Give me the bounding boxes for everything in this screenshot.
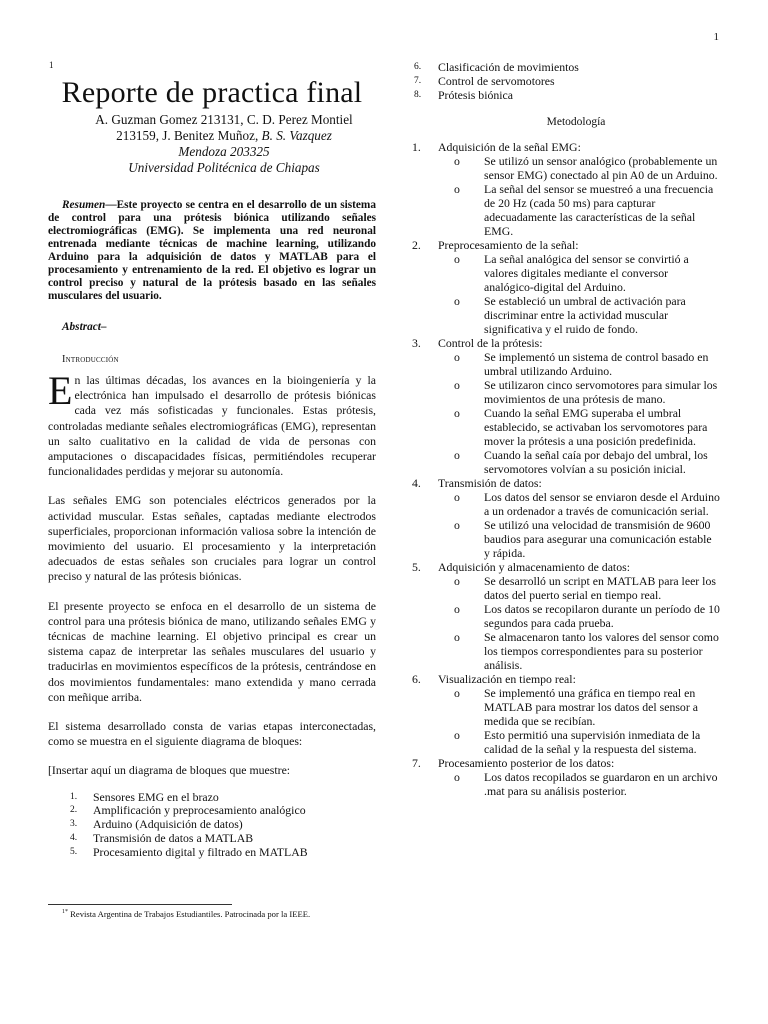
list-text: Prótesis biónica xyxy=(438,88,514,102)
step-bullet xyxy=(412,630,720,672)
bullet-text: Cuando la señal EMG superaba el umbral establecido, se activaban los servomotores para mover la prótesis a una posición predefinida. xyxy=(484,406,708,448)
bullet-text: Los datos se recopilaron durante un período de 10 segundos para cada prueba. xyxy=(484,602,720,630)
abstract-spanish xyxy=(48,199,376,303)
section-heading-methodology: Metodología xyxy=(546,116,606,128)
bullet-text: Se almacenaron tanto los valores del sensor como los tiempos correspondientes para su posterior análisis. xyxy=(484,630,719,672)
bullet-icon: o xyxy=(454,154,460,168)
step-number: 7. xyxy=(412,756,421,770)
bullet-text: Se utilizó un sensor analógico (probablemente un sensor EMG) conectado al pin A0 de un Arduino. xyxy=(484,154,718,182)
step-bullet xyxy=(412,154,720,182)
step-bullet xyxy=(412,182,720,238)
list-number: 3. xyxy=(70,819,78,830)
step-number: 6. xyxy=(412,672,421,686)
bullet-icon: o xyxy=(454,630,460,644)
abstract-text: —Este proyecto se centra en el desarrollo de un sistema de control para una prótesis biónica utilizando señales electromiográficas (EMG). Se implementa una red neuronal entrenada mediante técnicas de machine learning, utilizando Arduino para la adquisición de datos y MATLAB para el procesamiento y entrenamiento de la red. El objetivo es lograr un control preciso y natural de la prótesis basado en las señales musculares del usuario. xyxy=(48,199,376,302)
bullet-text: Esto permitió una supervisión inmediata de la calidad de la señal y la respuesta del sistema. xyxy=(484,728,701,756)
step-bullet xyxy=(412,378,720,406)
method-step xyxy=(412,140,720,154)
author-line-2 xyxy=(78,128,370,144)
step-number: 3. xyxy=(412,336,421,350)
list-item xyxy=(412,74,720,88)
bullet-icon: o xyxy=(454,294,460,308)
step-title: Adquisición de la señal EMG: xyxy=(438,140,581,154)
list-item xyxy=(412,88,720,102)
footnote-marker: 1 xyxy=(49,60,54,70)
list-number: 7. xyxy=(414,76,422,86)
list-text: Clasificación de movimientos xyxy=(438,60,579,74)
author-line-2-plain: 213159, J. Benitez Muñoz, xyxy=(116,128,262,143)
intro-paragraph-2: Las señales EMG son potenciales eléctricos generados por la actividad muscular. Estas señales, captadas mediante electrodos superficiales, proporcionan información valiosa sobre la intención de movimiento del usuario. El procesamiento y la interpretación adecuados de estas señales son cruciales para lograr un control preciso y natural de las prótesis biónicas. xyxy=(48,493,376,584)
footnote xyxy=(62,909,310,919)
bullet-text: Los datos recopilados se guardaron en un archivo .mat para su análisis posterior. xyxy=(484,770,718,798)
affiliation: Universidad Politécnica de Chiapas xyxy=(128,160,320,175)
left-column xyxy=(48,60,376,860)
list-text: Procesamiento digital y filtrado en MATLAB xyxy=(93,844,308,859)
list-item xyxy=(48,832,376,846)
abstract-english: Abstract– xyxy=(62,321,107,333)
method-step xyxy=(412,756,720,770)
bullet-icon: o xyxy=(454,728,460,742)
method-step xyxy=(412,672,720,686)
bullet-icon: o xyxy=(454,448,460,462)
bullet-text: La señal del sensor se muestreó a una frecuencia de 20 Hz (cada 50 ms) para capturar adecuadamente las características de la señal EMG. xyxy=(484,182,714,238)
list-number: 8. xyxy=(414,90,422,100)
bullet-icon: o xyxy=(454,182,460,196)
intro-paragraph-1 xyxy=(48,368,376,479)
bullet-text: Cuando la señal caía por debajo del umbral, los servomotores volvían a su posición inicial. xyxy=(484,448,708,476)
step-bullet xyxy=(412,294,720,336)
bullet-text: Se implementó una gráfica en tiempo real en MATLAB para mostrar los datos del sensor a medida que se recibían. xyxy=(484,686,698,728)
bullet-icon: o xyxy=(454,490,460,504)
author-line-2-italic: B. S. Vazquez xyxy=(261,128,332,143)
step-bullet xyxy=(412,518,720,560)
bullet-icon: o xyxy=(454,686,460,700)
step-number: 4. xyxy=(412,476,421,490)
author-block xyxy=(48,112,376,176)
method-step xyxy=(412,336,720,350)
list-item xyxy=(48,846,376,860)
footnote-text: Revista Argentina de Trabajos Estudiantiles. Patrocinada por la IEEE. xyxy=(70,909,311,919)
list-text: Sensores EMG en el brazo xyxy=(93,789,219,804)
list-text: Arduino (Adquisición de datos) xyxy=(93,817,243,832)
author-line-3: Mendoza 203325 xyxy=(178,144,270,159)
step-number: 2. xyxy=(412,238,421,252)
list-number: 2. xyxy=(70,805,78,816)
bullet-text: Se utilizaron cinco servomotores para simular los movimientos de una prótesis de mano. xyxy=(484,378,718,406)
footnote-divider xyxy=(48,904,232,905)
intro-paragraph-3: El presente proyecto se enfoca en el desarrollo de un sistema de control para una prótesis biónica de mano, utilizando señales EMG y técnicas de machine learning. El objetivo principal es crear un sistema capaz de interpretar las señales musculares del usuario y traducirlas en movimientos específicos de la prótesis, centrándose en dos movimientos fundamentales: mano extendida y mano cerrada con meñique arriba. xyxy=(48,598,376,704)
paper-title: Reporte de practica final xyxy=(61,76,363,109)
right-column xyxy=(412,60,720,798)
bullet-icon: o xyxy=(454,252,460,266)
bullet-icon: o xyxy=(454,518,460,532)
bullet-text: Los datos del sensor se enviaron desde el Arduino a un ordenador a través de comunicación serial. xyxy=(484,490,720,518)
bullet-text: Se implementó un sistema de control basado en umbral utilizando Arduino. xyxy=(484,350,709,378)
list-number: 6. xyxy=(414,62,422,72)
list-text: Control de servomotores xyxy=(438,74,555,88)
step-bullet xyxy=(412,686,720,728)
bullet-icon: o xyxy=(454,350,460,364)
method-step xyxy=(412,238,720,252)
bullet-icon: o xyxy=(454,602,460,616)
block-diagram-list xyxy=(48,791,376,860)
bullet-icon: o xyxy=(454,378,460,392)
step-number: 5. xyxy=(412,560,421,574)
list-item xyxy=(48,818,376,832)
bullet-icon: o xyxy=(454,770,460,784)
list-item xyxy=(48,804,376,818)
step-title: Preprocesamiento de la señal: xyxy=(438,238,579,252)
page-number: 1 xyxy=(713,31,719,43)
list-item xyxy=(48,791,376,805)
intro-paragraph-4: El sistema desarrollado consta de varias etapas interconectadas, como se muestra en el siguiente diagrama de bloques: xyxy=(48,719,376,749)
step-number: 1. xyxy=(412,140,421,154)
drop-cap: E xyxy=(48,368,73,413)
intro-paragraph-5: [Insertar aquí un diagrama de bloques que muestre: xyxy=(48,763,291,778)
step-title: Control de la prótesis: xyxy=(438,336,543,350)
bullet-icon: o xyxy=(454,574,460,588)
bullet-text: Se estableció un umbral de activación para discriminar entre la actividad muscular significativa y el ruido de fondo. xyxy=(484,294,686,336)
step-bullet xyxy=(412,252,720,294)
bullet-text: Se desarrolló un script en MATLAB para leer los datos del puerto serial en tiempo real. xyxy=(484,574,716,602)
footnote-mark: 1* xyxy=(62,909,68,916)
author-line-1: A. Guzman Gomez 213131, C. D. Perez Montiel xyxy=(95,112,353,127)
step-title: Visualización en tiempo real: xyxy=(438,672,576,686)
list-number: 1. xyxy=(70,791,78,802)
method-step xyxy=(412,560,720,574)
intro-paragraph-1-text: n las últimas décadas, los avances en la bioingeniería y la electrónica han impulsado el desarrollo de prótesis biónicas cada vez más sofisticadas y funcionales. Estas prótesis, controladas mediante señales electromiográficas (EMG), representan un salto cualitativo en la calidad de vida de personas con amputaciones o discapacidades físicas, permitiéndoles recuperar funcionalidades perdidas y mejorar su autonomía. xyxy=(48,373,376,479)
step-bullet xyxy=(412,770,720,798)
bullet-text: La señal analógica del sensor se convirtió a valores digitales mediante el conversor analógico-digital del Arduino. xyxy=(484,252,689,294)
section-heading-introduction: Introducción xyxy=(62,354,119,365)
step-bullet xyxy=(412,574,720,602)
methodology-steps xyxy=(412,140,720,798)
step-bullet xyxy=(412,350,720,378)
list-text: Amplificación y preprocesamiento analógico xyxy=(93,803,306,818)
step-bullet xyxy=(412,602,720,630)
list-number: 4. xyxy=(70,833,78,844)
step-title: Transmisión de datos: xyxy=(438,476,542,490)
bullet-text: Se utilizó una velocidad de transmisión de 9600 baudios para asegurar una comunicación estable y rápida. xyxy=(484,518,712,560)
step-bullet xyxy=(412,728,720,756)
step-bullet xyxy=(412,448,720,476)
step-bullet xyxy=(412,406,720,448)
block-diagram-list-continued xyxy=(412,60,720,102)
list-item xyxy=(412,60,720,74)
list-number: 5. xyxy=(70,846,78,857)
step-title: Procesamiento posterior de los datos: xyxy=(438,756,615,770)
bullet-icon: o xyxy=(454,406,460,420)
method-step xyxy=(412,476,720,490)
abstract-label: Resumen xyxy=(62,199,106,211)
step-title: Adquisición y almacenamiento de datos: xyxy=(438,560,630,574)
list-text: Transmisión de datos a MATLAB xyxy=(93,831,254,846)
step-bullet xyxy=(412,490,720,518)
